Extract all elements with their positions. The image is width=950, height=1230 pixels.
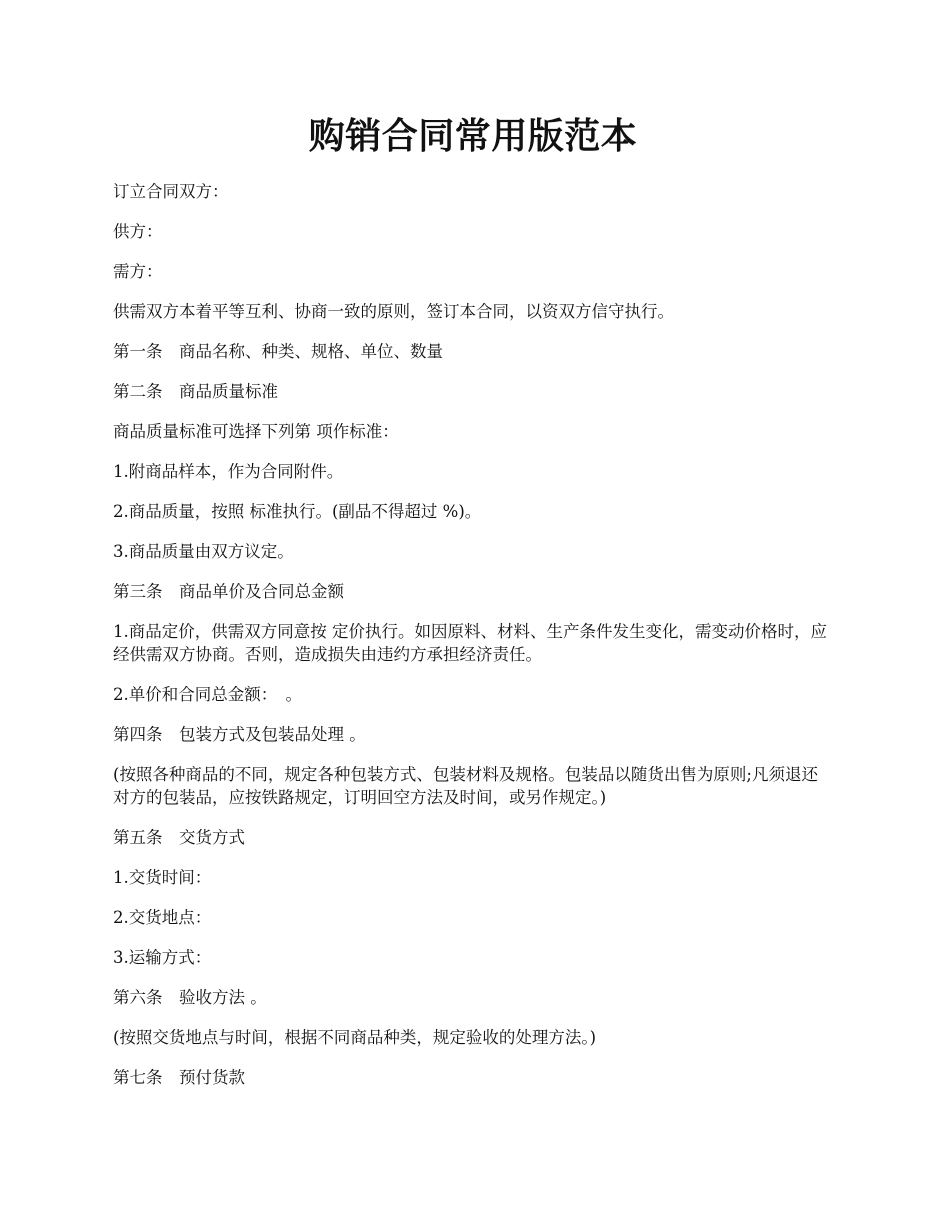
pricing-item-2: 2.单价和合同总金额： 。 [113,685,302,704]
article-6-heading: 第六条 验收方法 。 [113,988,267,1007]
buyer-line: 需方： [113,262,163,281]
document-body [113,112,833,1106]
article-4-heading: 第四条 包装方式及包装品处理 。 [113,725,366,744]
delivery-time: 1.交货时间： [113,868,212,887]
document-title: 购销合同常用版范本 [308,115,638,157]
article-7-heading: 第七条 预付货款 [113,1068,245,1087]
quality-item-1: 1.附商品样本，作为合同附件。 [113,462,344,481]
quality-standard-intro: 商品质量标准可选择下列第 项作标准： [113,422,399,441]
parties-intro: 订立合同双方： [113,182,229,201]
quality-item-2: 2.商品质量，按照 标准执行。(副品不得超过 %)。 [113,502,482,521]
article-5-heading: 第五条 交货方式 [113,828,245,847]
article-3-heading: 第三条 商品单价及合同总金额 [113,582,344,601]
pricing-item-1: 1.商品定价，供需双方同意按 定价执行。如因原料、材料、生产条件发生变化，需变动价格时，应经供需双方协商。否则，造成损失由违约方承担经济责任。 [113,622,827,664]
quality-item-3: 3.商品质量由双方议定。 [113,542,294,561]
transport-method: 3.运输方式： [113,948,212,967]
article-1-heading: 第一条 商品名称、种类、规格、单位、数量 [113,342,443,361]
supplier-line: 供方： [113,222,163,241]
delivery-place: 2.交货地点： [113,908,212,927]
inspection-note: (按照交货地点与时间，根据不同商品种类，规定验收的处理方法。) [113,1028,597,1047]
packaging-note: (按照各种商品的不同，规定各种包装方式、包装材料及规格。包装品以随货出售为原则;凡须退还对方的包装品，应按铁路规定，订明回空方法及时间，或另作规定。) [113,765,818,807]
preamble: 供需双方本着平等互利、协商一致的原则，签订本合同，以资双方信守执行。 [113,302,674,321]
article-2-heading: 第二条 商品质量标准 [113,382,278,401]
